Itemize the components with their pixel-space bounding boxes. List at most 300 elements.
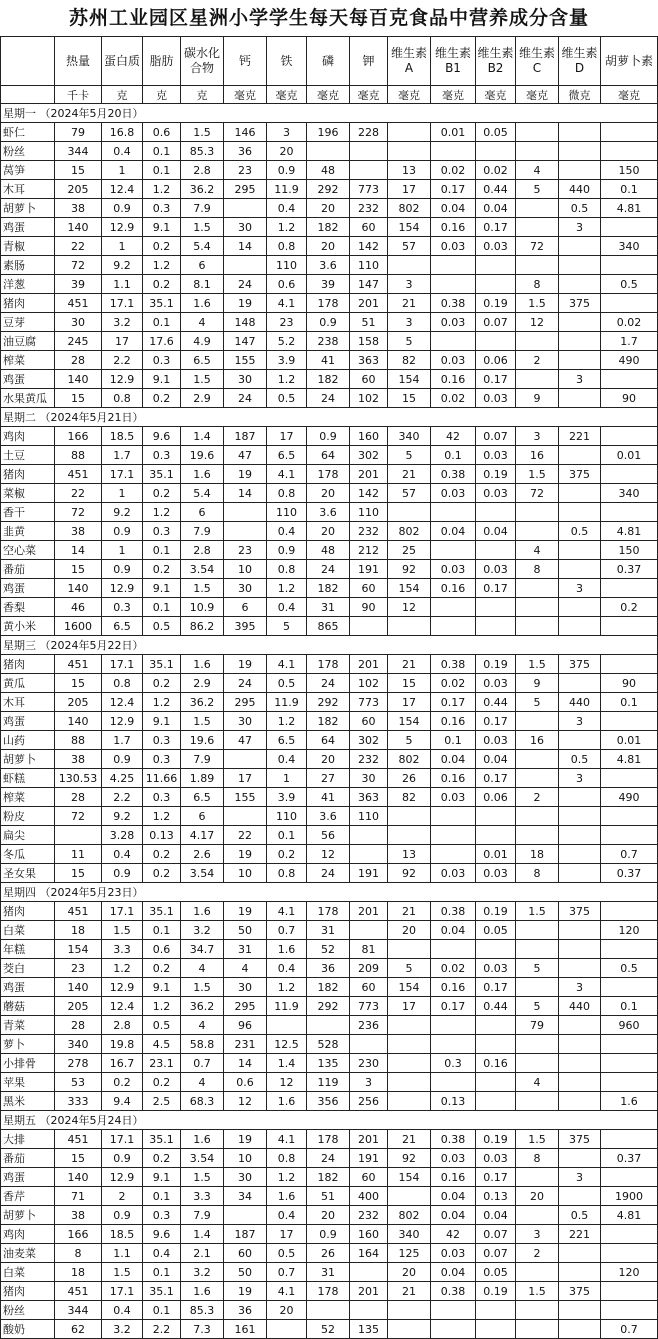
nutrient-value: 344 — [55, 1301, 102, 1320]
nutrient-value: 0.07 — [476, 313, 516, 332]
nutrient-value: 0.5 — [559, 1206, 601, 1225]
nutrient-value — [516, 522, 559, 541]
food-name: 黄瓜 — [1, 674, 55, 693]
nutrient-value — [224, 199, 267, 218]
nutrient-value — [601, 940, 658, 959]
nutrient-value — [388, 256, 431, 275]
nutrient-value: 0.03 — [431, 788, 476, 807]
nutrient-value: 0.17 — [476, 769, 516, 788]
nutrient-value: 363 — [350, 788, 388, 807]
nutrient-value: 0.8 — [267, 864, 307, 883]
nutrient-value: 21 — [388, 1282, 431, 1301]
nutrient-value: 30 — [350, 769, 388, 788]
nutrient-value: 187 — [224, 1225, 267, 1244]
nutrient-value: 0.9 — [102, 1149, 143, 1168]
nutrient-value: 15 — [55, 161, 102, 180]
table-row — [1, 769, 658, 788]
nutrient-value: 191 — [350, 1149, 388, 1168]
nutrient-value: 1.2 — [102, 959, 143, 978]
nutrient-value: 205 — [55, 997, 102, 1016]
nutrient-value: 1.2 — [267, 978, 307, 997]
nutrient-value: 1.4 — [267, 1054, 307, 1073]
nutrient-value: 19.8 — [102, 1035, 143, 1054]
nutrient-value — [431, 826, 476, 845]
nutrient-value: 0.02 — [431, 389, 476, 408]
nutrient-value: 16 — [516, 446, 559, 465]
nutrient-value: 0.2 — [601, 598, 658, 617]
nutrient-value: 5 — [516, 180, 559, 199]
nutrient-value: 0.16 — [431, 769, 476, 788]
table-row — [1, 845, 658, 864]
nutrient-value: 2 — [516, 1244, 559, 1263]
nutrient-value: 135 — [307, 1054, 350, 1073]
unit-row — [1, 86, 658, 104]
nutrient-value — [516, 1320, 559, 1339]
nutrient-value: 231 — [224, 1035, 267, 1054]
food-name: 冬瓜 — [1, 845, 55, 864]
nutrient-value: 0.2 — [143, 484, 181, 503]
food-name: 青菜 — [1, 1016, 55, 1035]
nutrient-value — [601, 712, 658, 731]
nutrient-value: 960 — [601, 1016, 658, 1035]
nutrient-value: 164 — [350, 1244, 388, 1263]
nutrient-value: 7.9 — [181, 750, 224, 769]
nutrient-value: 18.5 — [102, 1225, 143, 1244]
nutrient-value — [559, 1073, 601, 1092]
nutrient-value: 0.4 — [267, 199, 307, 218]
table-row — [1, 1320, 658, 1339]
nutrient-value: 0.1 — [431, 446, 476, 465]
food-name: 苹果 — [1, 1073, 55, 1092]
nutrient-value — [476, 1016, 516, 1035]
nutrient-value: 18 — [516, 845, 559, 864]
nutrient-value: 0.5 — [601, 275, 658, 294]
nutrient-value: 0.2 — [143, 237, 181, 256]
nutrient-value — [516, 769, 559, 788]
nutrient-value — [476, 503, 516, 522]
nutrient-value — [516, 123, 559, 142]
food-name: 白菜 — [1, 1263, 55, 1282]
nutrient-value — [601, 902, 658, 921]
nutrient-value: 0.03 — [476, 731, 516, 750]
nutrient-value: 4.1 — [267, 1130, 307, 1149]
nutrient-value — [559, 1301, 601, 1320]
table-row — [1, 142, 658, 161]
nutrient-value — [559, 503, 601, 522]
nutrient-value: 20 — [307, 237, 350, 256]
nutrient-value: 31 — [307, 598, 350, 617]
nutrient-value: 12 — [516, 313, 559, 332]
nutrient-value: 9.6 — [143, 427, 181, 446]
unit-cell: 克 — [143, 86, 181, 104]
nutrient-value: 39 — [55, 275, 102, 294]
food-name: 猪肉 — [1, 902, 55, 921]
nutrient-value: 158 — [350, 332, 388, 351]
nutrient-value: 0.16 — [431, 978, 476, 997]
nutrient-value: 47 — [224, 446, 267, 465]
table-row — [1, 826, 658, 845]
nutrient-value: 10 — [224, 864, 267, 883]
nutrient-value: 2.6 — [181, 845, 224, 864]
nutrient-value: 56 — [307, 826, 350, 845]
nutrient-value: 182 — [307, 978, 350, 997]
nutrient-value: 295 — [224, 997, 267, 1016]
nutrient-value: 24 — [307, 560, 350, 579]
nutrient-value — [516, 598, 559, 617]
nutrient-value — [516, 940, 559, 959]
nutrient-value — [350, 845, 388, 864]
nutrient-value: 19 — [224, 655, 267, 674]
nutrient-value: 292 — [307, 693, 350, 712]
nutrient-value: 0.3 — [431, 1054, 476, 1073]
nutrient-value: 2.8 — [181, 161, 224, 180]
nutrient-value: 12.9 — [102, 1168, 143, 1187]
nutrient-value — [559, 275, 601, 294]
nutrient-value: 1.2 — [267, 218, 307, 237]
nutrient-value: 232 — [350, 1206, 388, 1225]
nutrient-value: 182 — [307, 370, 350, 389]
nutrient-value: 0.19 — [476, 1282, 516, 1301]
nutrient-value: 0.13 — [143, 826, 181, 845]
nutrient-value: 88 — [55, 446, 102, 465]
nutrient-value: 0.4 — [267, 959, 307, 978]
food-name: 素肠 — [1, 256, 55, 275]
nutrient-value: 0.38 — [431, 465, 476, 484]
nutrient-value: 0.8 — [267, 237, 307, 256]
nutrient-value — [431, 1035, 476, 1054]
nutrient-value: 440 — [559, 180, 601, 199]
nutrient-value: 0.03 — [476, 446, 516, 465]
nutrient-value: 12.9 — [102, 218, 143, 237]
nutrient-value: 58.8 — [181, 1035, 224, 1054]
food-name: 粉皮 — [1, 807, 55, 826]
nutrient-value: 191 — [350, 560, 388, 579]
nutrient-value — [516, 370, 559, 389]
nutrient-value: 4.81 — [601, 522, 658, 541]
nutrient-value — [388, 807, 431, 826]
nutrient-value — [224, 522, 267, 541]
table-row — [1, 351, 658, 370]
table-row — [1, 1244, 658, 1263]
nutrient-value — [601, 123, 658, 142]
nutrient-value: 36.2 — [181, 693, 224, 712]
nutrient-value: 27 — [307, 769, 350, 788]
nutrient-value: 340 — [388, 1225, 431, 1244]
nutrient-value: 0.44 — [476, 180, 516, 199]
nutrient-value: 20 — [388, 921, 431, 940]
nutrient-value: 1.6 — [181, 1282, 224, 1301]
food-name: 蘑菇 — [1, 997, 55, 1016]
food-name: 大排 — [1, 1130, 55, 1149]
nutrient-value — [350, 142, 388, 161]
nutrient-value — [559, 1054, 601, 1073]
nutrient-value — [516, 1168, 559, 1187]
table-row — [1, 1054, 658, 1073]
nutrient-value: 0.7 — [601, 1320, 658, 1339]
nutrient-value: 88 — [55, 731, 102, 750]
nutrient-value: 13 — [388, 845, 431, 864]
nutrient-value — [431, 617, 476, 636]
food-name: 年糕 — [1, 940, 55, 959]
column-header: 碳水化合物 — [181, 37, 224, 86]
nutrient-value — [601, 1035, 658, 1054]
nutrient-value: 17 — [267, 1225, 307, 1244]
nutrient-value — [431, 1320, 476, 1339]
nutrient-value: 0.1 — [143, 161, 181, 180]
nutrient-value: 9.1 — [143, 978, 181, 997]
nutrient-value: 0.44 — [476, 693, 516, 712]
nutrient-value: 0.01 — [601, 446, 658, 465]
table-header — [1, 37, 658, 104]
nutrient-value: 18.5 — [102, 427, 143, 446]
unit-cell: 毫克 — [307, 86, 350, 104]
nutrient-value: 238 — [307, 332, 350, 351]
nutrient-value — [559, 446, 601, 465]
nutrient-value: 0.03 — [431, 560, 476, 579]
food-name: 黑米 — [1, 1092, 55, 1111]
nutrient-value — [388, 1073, 431, 1092]
table-row — [1, 218, 658, 237]
table-row — [1, 655, 658, 674]
nutrient-value: 0.8 — [267, 560, 307, 579]
nutrient-value: 178 — [307, 465, 350, 484]
nutrient-value: 110 — [267, 807, 307, 826]
nutrient-value: 5.2 — [267, 332, 307, 351]
nutrient-value — [516, 142, 559, 161]
nutrient-value: 1.7 — [601, 332, 658, 351]
nutrient-value: 60 — [350, 1168, 388, 1187]
nutrient-value: 1.1 — [102, 1244, 143, 1263]
nutrient-value — [516, 1206, 559, 1225]
nutrient-value — [559, 1035, 601, 1054]
nutrient-value: 7.9 — [181, 522, 224, 541]
nutrient-value: 17 — [224, 769, 267, 788]
nutrient-value: 50 — [224, 921, 267, 940]
nutrient-value: 9.1 — [143, 712, 181, 731]
nutrient-value: 135 — [350, 1320, 388, 1339]
nutrient-value: 16.7 — [102, 1054, 143, 1073]
nutrient-value — [307, 1016, 350, 1035]
nutrient-value: 178 — [307, 1282, 350, 1301]
nutrient-value: 5 — [516, 997, 559, 1016]
nutrient-value: 0.37 — [601, 1149, 658, 1168]
nutrient-value: 340 — [601, 237, 658, 256]
unit-cell: 毫克 — [431, 86, 476, 104]
nutrition-table — [0, 36, 658, 1339]
nutrient-value: 0.6 — [267, 275, 307, 294]
nutrient-value: 48 — [307, 541, 350, 560]
nutrient-value: 4 — [181, 959, 224, 978]
nutrient-value: 17.1 — [102, 465, 143, 484]
nutrient-value: 0.02 — [431, 674, 476, 693]
nutrient-value: 3.6 — [307, 256, 350, 275]
unit-cell: 毫克 — [267, 86, 307, 104]
nutrient-value: 14 — [55, 541, 102, 560]
nutrient-value: 14 — [224, 1054, 267, 1073]
nutrient-value: 2 — [516, 351, 559, 370]
nutrient-value: 2.5 — [143, 1092, 181, 1111]
nutrient-value: 15 — [55, 864, 102, 883]
nutrient-value: 19 — [224, 294, 267, 313]
nutrient-value: 14 — [224, 484, 267, 503]
nutrient-value: 205 — [55, 180, 102, 199]
nutrient-value: 81 — [350, 940, 388, 959]
nutrient-value: 19 — [224, 1130, 267, 1149]
table-row — [1, 731, 658, 750]
nutrient-value: 9.1 — [143, 370, 181, 389]
column-header: 钾 — [350, 37, 388, 86]
nutrient-value — [350, 1263, 388, 1282]
nutrient-value: 28 — [55, 1016, 102, 1035]
unit-cell: 毫克 — [476, 86, 516, 104]
nutrient-value: 0.4 — [102, 1301, 143, 1320]
nutrient-value: 1.2 — [143, 693, 181, 712]
nutrient-value: 0.02 — [601, 313, 658, 332]
table-row — [1, 921, 658, 940]
nutrient-value: 375 — [559, 465, 601, 484]
nutrient-value: 92 — [388, 1149, 431, 1168]
nutrient-value: 0.4 — [267, 522, 307, 541]
nutrient-value — [476, 1073, 516, 1092]
nutrient-value: 0.5 — [267, 674, 307, 693]
nutrient-value: 51 — [350, 313, 388, 332]
nutrient-value: 20 — [307, 484, 350, 503]
nutrient-value — [559, 845, 601, 864]
nutrient-value — [476, 332, 516, 351]
nutrient-value: 0.06 — [476, 351, 516, 370]
nutrient-value — [601, 256, 658, 275]
nutrient-value — [559, 256, 601, 275]
nutrient-value: 773 — [350, 693, 388, 712]
nutrient-value: 60 — [350, 712, 388, 731]
nutrient-value — [55, 826, 102, 845]
nutrient-value — [516, 1263, 559, 1282]
nutrient-value: 201 — [350, 294, 388, 313]
nutrient-value: 1.5 — [181, 370, 224, 389]
nutrient-value — [559, 826, 601, 845]
table-row — [1, 199, 658, 218]
nutrient-value: 30 — [224, 218, 267, 237]
nutrient-value: 23 — [224, 161, 267, 180]
nutrient-value — [559, 788, 601, 807]
nutrient-value: 3.2 — [102, 313, 143, 332]
nutrient-value: 1 — [102, 484, 143, 503]
nutrient-value: 0.03 — [476, 959, 516, 978]
nutrient-value: 17.1 — [102, 655, 143, 674]
nutrient-value: 0.6 — [143, 123, 181, 142]
nutrient-value — [307, 142, 350, 161]
nutrient-value: 15 — [388, 674, 431, 693]
nutrient-value: 451 — [55, 465, 102, 484]
nutrient-value: 0.1 — [143, 1301, 181, 1320]
nutrient-value: 0.1 — [143, 921, 181, 940]
nutrient-value — [388, 1016, 431, 1035]
nutrient-value: 11.9 — [267, 180, 307, 199]
food-name: 韭黄 — [1, 522, 55, 541]
nutrient-value: 0.38 — [431, 294, 476, 313]
nutrient-value: 125 — [388, 1244, 431, 1263]
nutrient-value — [516, 712, 559, 731]
nutrient-value: 0.19 — [476, 1130, 516, 1149]
nutrient-value — [224, 503, 267, 522]
nutrient-value — [559, 731, 601, 750]
nutrient-value — [516, 921, 559, 940]
nutrient-value: 72 — [55, 256, 102, 275]
nutrient-value: 90 — [601, 389, 658, 408]
table-row — [1, 1035, 658, 1054]
nutrient-value — [559, 332, 601, 351]
nutrient-value: 12.4 — [102, 693, 143, 712]
nutrient-value: 0.38 — [431, 1130, 476, 1149]
table-row — [1, 1130, 658, 1149]
nutrient-value: 21 — [388, 465, 431, 484]
nutrient-value: 221 — [559, 1225, 601, 1244]
page-title: 苏州工业园区星洲小学学生每天每百克食品中营养成分含量 — [68, 7, 589, 29]
nutrient-value: 22 — [224, 826, 267, 845]
nutrient-value: 0.04 — [476, 750, 516, 769]
nutrient-value: 140 — [55, 579, 102, 598]
table-row — [1, 446, 658, 465]
nutrient-value: 18 — [55, 921, 102, 940]
table-row — [1, 427, 658, 446]
nutrient-value: 0.07 — [476, 1244, 516, 1263]
nutrient-value — [388, 826, 431, 845]
column-header: 维生素B2 — [476, 37, 516, 86]
nutrient-value — [431, 845, 476, 864]
nutrient-value: 140 — [55, 370, 102, 389]
nutrient-value: 7.9 — [181, 1206, 224, 1225]
nutrient-value: 228 — [350, 123, 388, 142]
food-name: 猪肉 — [1, 465, 55, 484]
nutrient-value: 110 — [267, 256, 307, 275]
nutrient-value — [431, 1301, 476, 1320]
nutrient-value: 0.19 — [476, 465, 516, 484]
nutrient-value — [431, 940, 476, 959]
nutrient-value — [307, 1301, 350, 1320]
table-row — [1, 864, 658, 883]
nutrient-value: 79 — [516, 1016, 559, 1035]
nutrient-value: 17 — [388, 693, 431, 712]
nutrient-value — [559, 1263, 601, 1282]
nutrient-value: 110 — [350, 807, 388, 826]
nutrient-value: 451 — [55, 1282, 102, 1301]
nutrient-value — [388, 123, 431, 142]
table-row — [1, 180, 658, 199]
nutrient-value: 51 — [307, 1187, 350, 1206]
nutrient-value: 6 — [224, 598, 267, 617]
nutrient-value: 1.4 — [181, 427, 224, 446]
food-name: 洋葱 — [1, 275, 55, 294]
nutrient-value: 0.5 — [559, 750, 601, 769]
nutrient-value: 0.4 — [267, 1206, 307, 1225]
nutrient-value: 0.3 — [143, 731, 181, 750]
nutrient-value: 6 — [181, 503, 224, 522]
nutrient-value: 1.5 — [516, 1130, 559, 1149]
nutrient-value — [559, 1320, 601, 1339]
nutrient-value: 0.9 — [102, 560, 143, 579]
nutrient-value: 20 — [267, 142, 307, 161]
nutrient-value: 802 — [388, 522, 431, 541]
nutrient-value: 9.2 — [102, 503, 143, 522]
nutrient-value: 3.2 — [181, 1263, 224, 1282]
nutrient-value: 12.9 — [102, 978, 143, 997]
nutrient-value — [388, 1035, 431, 1054]
nutrient-value — [431, 332, 476, 351]
nutrient-value: 96 — [224, 1016, 267, 1035]
nutrient-value: 110 — [350, 503, 388, 522]
nutrient-value: 178 — [307, 655, 350, 674]
nutrient-value: 490 — [601, 788, 658, 807]
